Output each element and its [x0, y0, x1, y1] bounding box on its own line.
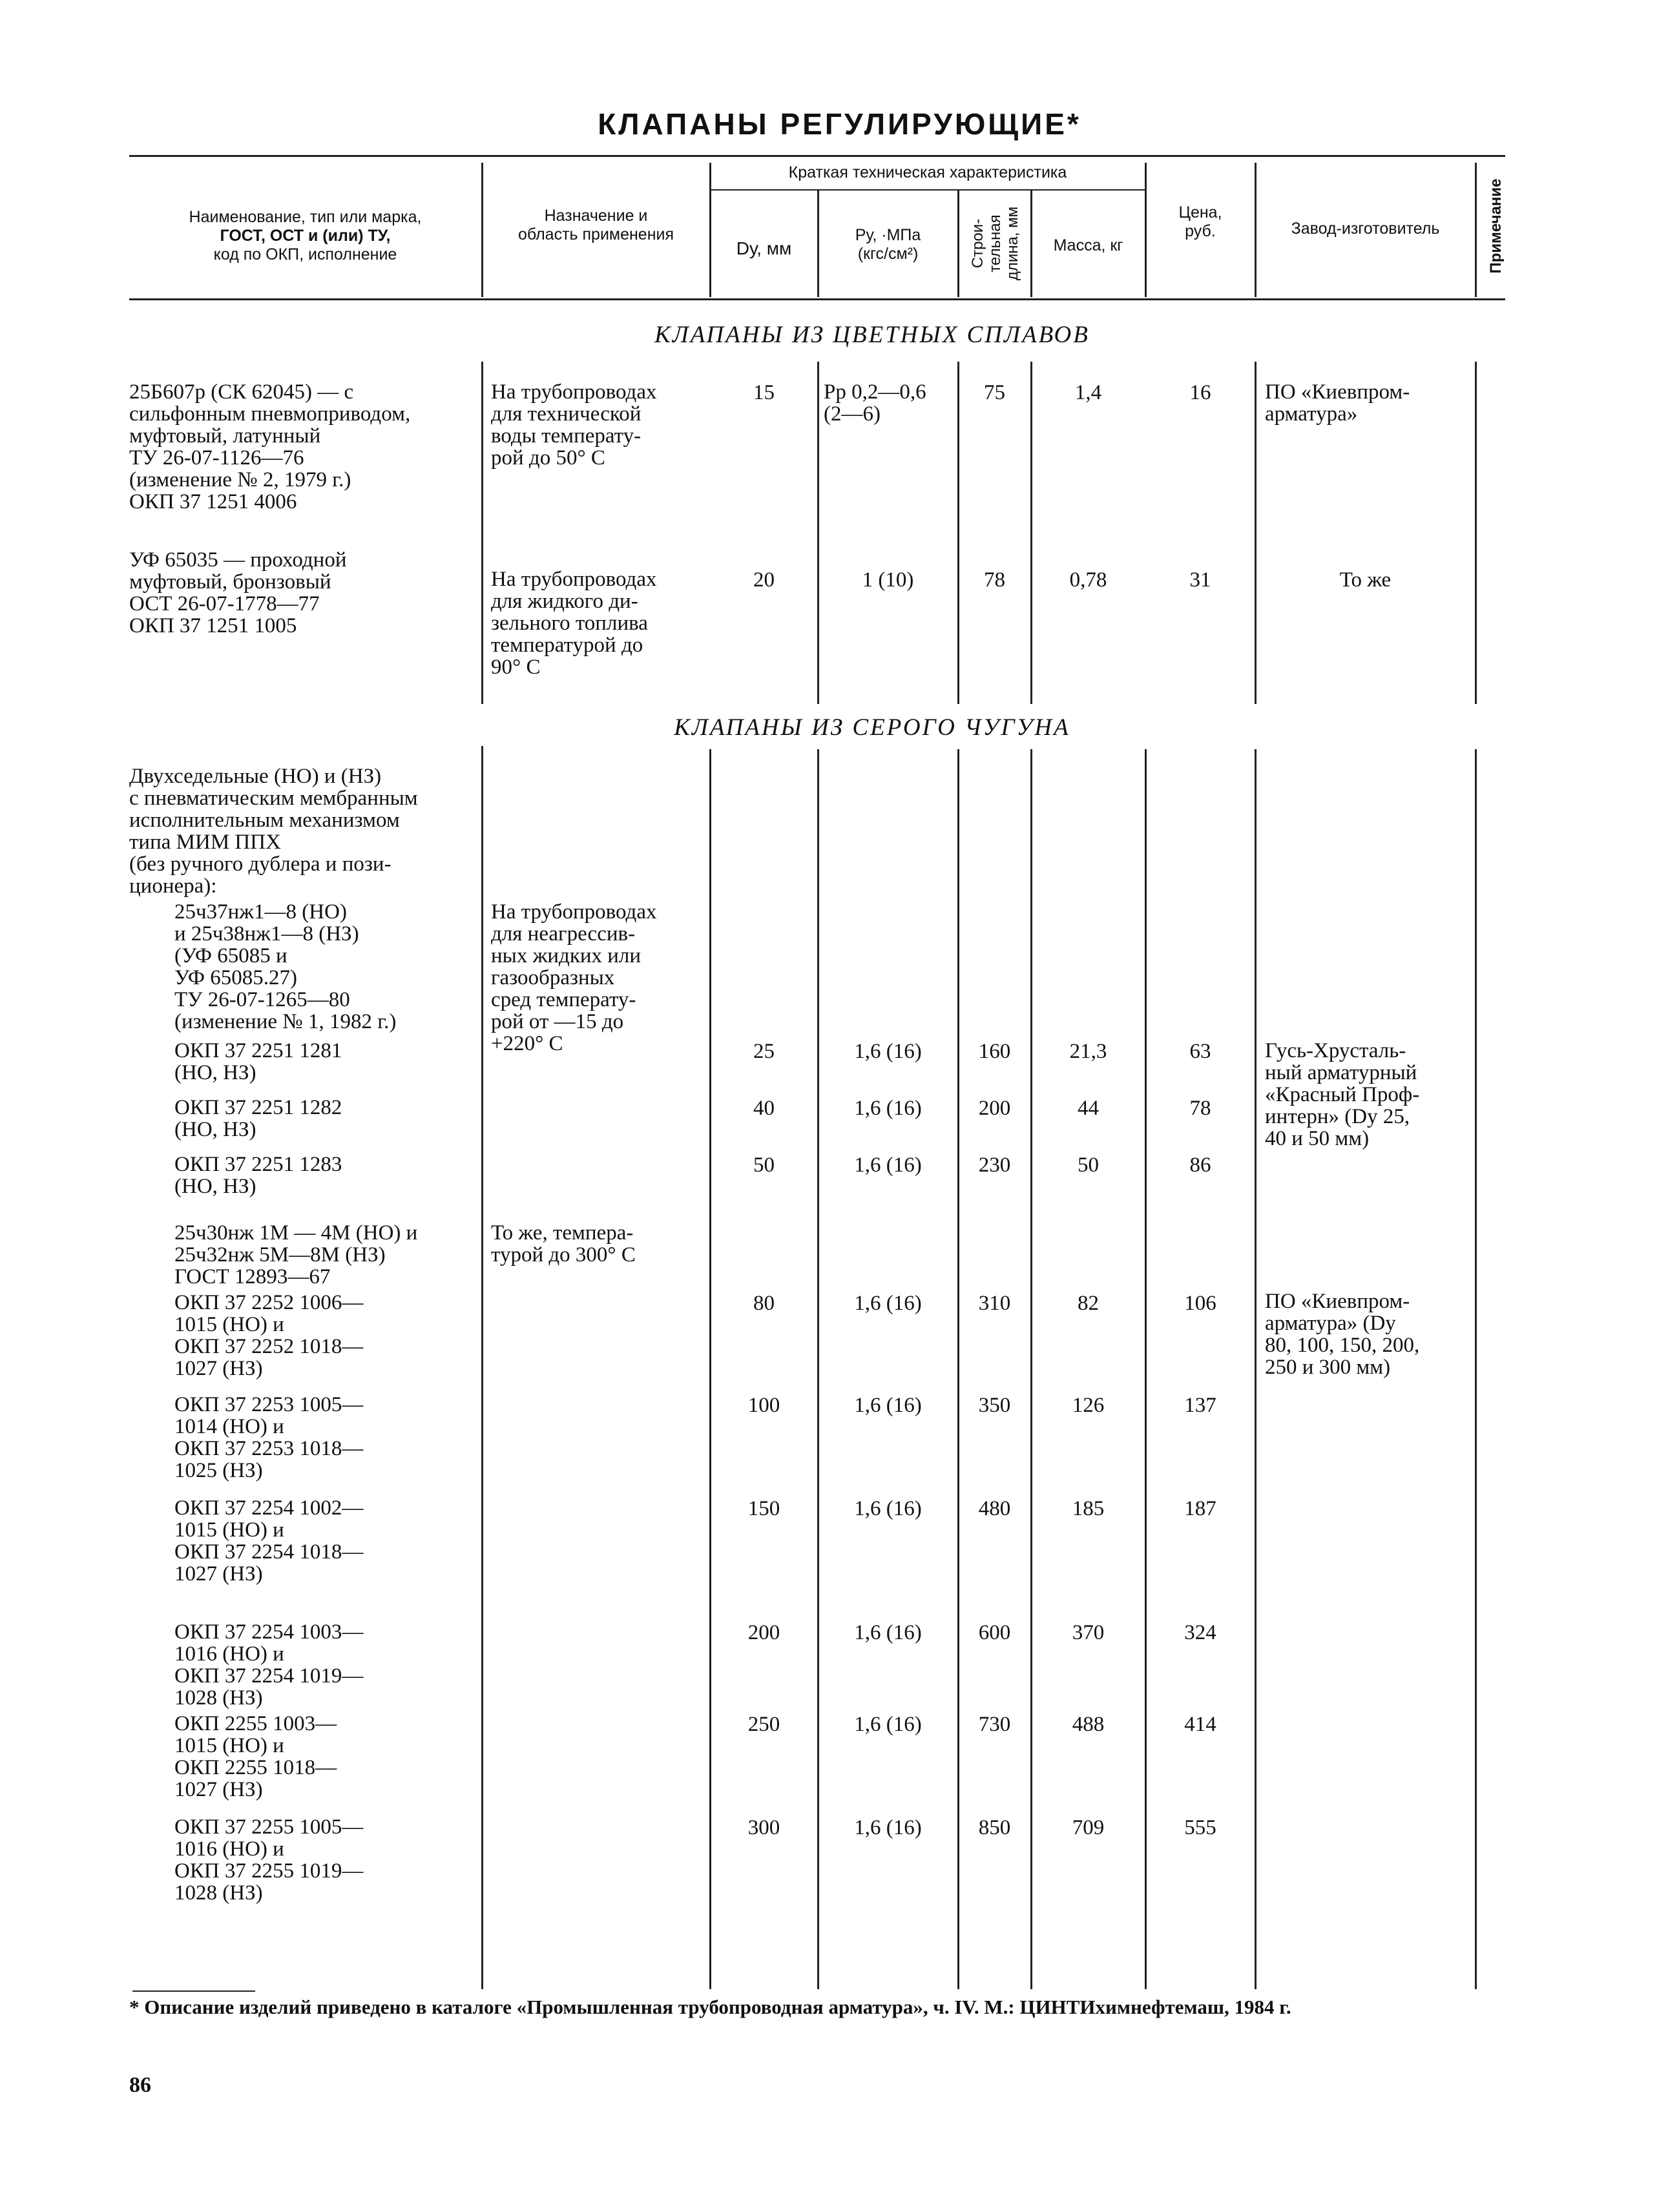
header-divider [481, 163, 483, 297]
row-mass: 709 [1072, 1816, 1105, 1839]
row-py: 1,6 (16) [854, 1292, 922, 1315]
row-dy: 80 [753, 1292, 775, 1315]
row-length: 200 [978, 1097, 1011, 1120]
row-length: 600 [978, 1621, 1011, 1644]
body-divider [481, 362, 483, 704]
header-length: Строи- тельная длина, мм [969, 206, 1021, 281]
cast-iron-intro: Двухседельные (НО) и (НЗ) с пневматическим мембранным исполнительным механизмом типа МИМ ППХ (без ручного дублера и пози- ционера): [129, 765, 418, 898]
row-length: 480 [978, 1497, 1011, 1520]
row-dy: 150 [747, 1497, 780, 1520]
row-dy: 50 [753, 1153, 775, 1177]
row-dy: 15 [753, 381, 775, 404]
header-mass: Масса, кг [1053, 236, 1123, 254]
row-name: ОКП 37 2251 1282 (НО, НЗ) [174, 1096, 342, 1141]
row-name: 25Б607р (СК 62045) — с сильфонным пневмоприводом, муфтовый, латунный ТУ 26-07-1126—76 (изменение № 2, 1979 г.) ОКП 37 1251 4006 [129, 380, 411, 513]
row-price: 31 [1189, 568, 1211, 592]
body-divider [1255, 749, 1257, 1989]
row-factory: То же [1339, 568, 1392, 592]
row-py: 1,6 (16) [854, 1713, 922, 1736]
row-mass: 21,3 [1069, 1040, 1107, 1063]
row-name: ОКП 37 2252 1006— 1015 (НО) и ОКП 37 2252 1018— 1027 (НЗ) [174, 1291, 364, 1380]
row-price: 187 [1184, 1497, 1216, 1520]
row-dy: 20 [753, 568, 775, 592]
group2-factory: ПО «Киевпром- арматура» (Dу 80, 100, 150, 200, 250 и 300 мм) [1265, 1290, 1420, 1379]
row-py: Pр 0,2—0,6 (2—6) [824, 380, 926, 426]
row-mass: 126 [1072, 1394, 1105, 1417]
group1-purpose: На трубопроводах для неагрессив- ных жидких или газообразных сред температу- рой от —15 до +220° С [491, 900, 657, 1055]
header-bottom-rule [129, 298, 1505, 300]
body-divider [817, 362, 819, 704]
body-divider [1255, 362, 1257, 704]
row-length: 230 [978, 1153, 1011, 1177]
row-price: 78 [1189, 1097, 1211, 1120]
row-price: 86 [1189, 1153, 1211, 1177]
row-name: ОКП 37 2255 1005— 1016 (НО) и ОКП 37 2255 1019— 1028 (НЗ) [174, 1815, 364, 1905]
row-length: 850 [978, 1816, 1011, 1839]
row-length: 350 [978, 1394, 1011, 1417]
group2-description: 25ч30нж 1М — 4М (НО) и 25ч32нж 5М—8М (НЗ) ГОСТ 12893—67 [174, 1221, 418, 1288]
row-dy: 40 [753, 1097, 775, 1120]
row-py: 1 (10) [862, 568, 914, 592]
header-py: Pу, ·МПа (кгс/см²) [855, 226, 921, 263]
row-price: 63 [1189, 1040, 1211, 1063]
row-mass: 44 [1078, 1097, 1099, 1120]
group2-purpose: То же, темпера- турой до 300° С [491, 1221, 636, 1266]
row-purpose: На трубопроводах для жидкого ди- зельного топлива температурой до 90° С [491, 568, 657, 679]
header-tech-group: Краткая техническая характеристика [788, 163, 1067, 181]
row-py: 1,6 (16) [854, 1153, 922, 1177]
row-py: 1,6 (16) [854, 1621, 922, 1644]
row-name: ОКП 37 2254 1002— 1015 (НО) и ОКП 37 2254 1018— 1027 (НЗ) [174, 1496, 364, 1586]
tech-group-rule [711, 189, 1145, 191]
row-dy: 300 [747, 1816, 780, 1839]
group1-description: 25ч37нж1—8 (НО) и 25ч38нж1—8 (НЗ) (УФ 65085 и УФ 65085.27) ТУ 26-07-1265—80 (изменение № 1, 1982 г.) [174, 900, 397, 1033]
body-divider [817, 749, 819, 1989]
body-divider [1475, 362, 1477, 704]
row-py: 1,6 (16) [854, 1097, 922, 1120]
header-purpose: Назначение и область применения [517, 207, 674, 243]
row-price: 16 [1189, 381, 1211, 404]
row-mass: 185 [1072, 1497, 1105, 1520]
section-title-cast-iron: КЛАПАНЫ ИЗ СЕРОГО ЧУГУНА [674, 714, 1070, 741]
header-price: Цена, руб. [1178, 203, 1222, 240]
row-mass: 50 [1078, 1153, 1099, 1177]
row-mass: 370 [1072, 1621, 1105, 1644]
row-dy: 100 [747, 1394, 780, 1417]
header-divider [709, 163, 711, 297]
header-top-rule [129, 155, 1505, 157]
row-price: 137 [1184, 1394, 1216, 1417]
header-name: Наименование, тип или марка, ГОСТ, ОСТ и (или) ТУ, код по ОКП, исполнение [189, 208, 422, 264]
row-mass: 0,78 [1069, 568, 1107, 592]
row-name: ОКП 2255 1003— 1015 (НО) и ОКП 2255 1018— 1027 (НЗ) [174, 1712, 337, 1801]
header-factory: Завод-изготовитель [1291, 220, 1440, 238]
row-py: 1,6 (16) [854, 1040, 922, 1063]
row-name: ОКП 37 2251 1281 (НО, НЗ) [174, 1039, 342, 1084]
header-dy: Dу, мм [736, 238, 792, 258]
row-py: 1,6 (16) [854, 1497, 922, 1520]
row-factory: ПО «Киевпром- арматура» [1265, 380, 1410, 426]
row-py: 1,6 (16) [854, 1816, 922, 1839]
body-divider [1030, 362, 1032, 704]
row-price: 106 [1184, 1292, 1216, 1315]
body-divider [957, 749, 959, 1989]
row-length: 78 [984, 568, 1005, 592]
row-dy: 200 [747, 1621, 780, 1644]
row-dy: 250 [747, 1713, 780, 1736]
row-name: ОКП 37 2254 1003— 1016 (НО) и ОКП 37 2254 1019— 1028 (НЗ) [174, 1620, 364, 1710]
row-length: 160 [978, 1040, 1011, 1063]
group1-factory: Гусь-Хрусталь- ный арматурный «Красный Проф- интерн» (Dу 25, 40 и 50 мм) [1265, 1039, 1420, 1150]
header-note: Примечание [1487, 178, 1505, 274]
body-divider [957, 362, 959, 704]
body-divider [1145, 749, 1147, 1989]
row-mass: 488 [1072, 1713, 1105, 1736]
row-length: 75 [984, 381, 1005, 404]
row-price: 324 [1184, 1621, 1216, 1644]
row-price: 555 [1184, 1816, 1216, 1839]
page-title: КЛАПАНЫ РЕГУЛИРУЮЩИЕ* [598, 107, 1081, 141]
row-length: 730 [978, 1713, 1011, 1736]
header-divider [957, 191, 959, 297]
row-purpose: На трубопроводах для технической воды температу- рой до 50° С [491, 380, 657, 470]
row-py: 1,6 (16) [854, 1394, 922, 1417]
body-divider [1475, 749, 1477, 1989]
body-divider [481, 746, 483, 1989]
row-name: ОКП 37 2251 1283 (НО, НЗ) [174, 1153, 342, 1198]
header-divider [1475, 163, 1477, 297]
row-name: ОКП 37 2253 1005— 1014 (НО) и ОКП 37 2253 1018— 1025 (НЗ) [174, 1393, 364, 1482]
row-mass: 82 [1078, 1292, 1099, 1315]
body-divider [1030, 749, 1032, 1989]
row-price: 414 [1184, 1713, 1216, 1736]
row-dy: 25 [753, 1040, 775, 1063]
body-divider [709, 749, 711, 1989]
row-name: УФ 65035 — проходной муфтовый, бронзовый ОСТ 26-07-1778—77 ОКП 37 1251 1005 [129, 548, 347, 637]
section-title-nonferrous: КЛАПАНЫ ИЗ ЦВЕТНЫХ СПЛАВОВ [654, 322, 1090, 348]
footnote-rule [132, 1990, 255, 1992]
footnote: * Описание изделий приведено в каталоге «Промышленная трубопроводная арматура», ч. IV. М.: ЦИНТИхимнефтемаш, 1984 г. [129, 1996, 1291, 2018]
row-mass: 1,4 [1074, 381, 1102, 404]
page-number: 86 [129, 2073, 151, 2097]
row-length: 310 [978, 1292, 1011, 1315]
